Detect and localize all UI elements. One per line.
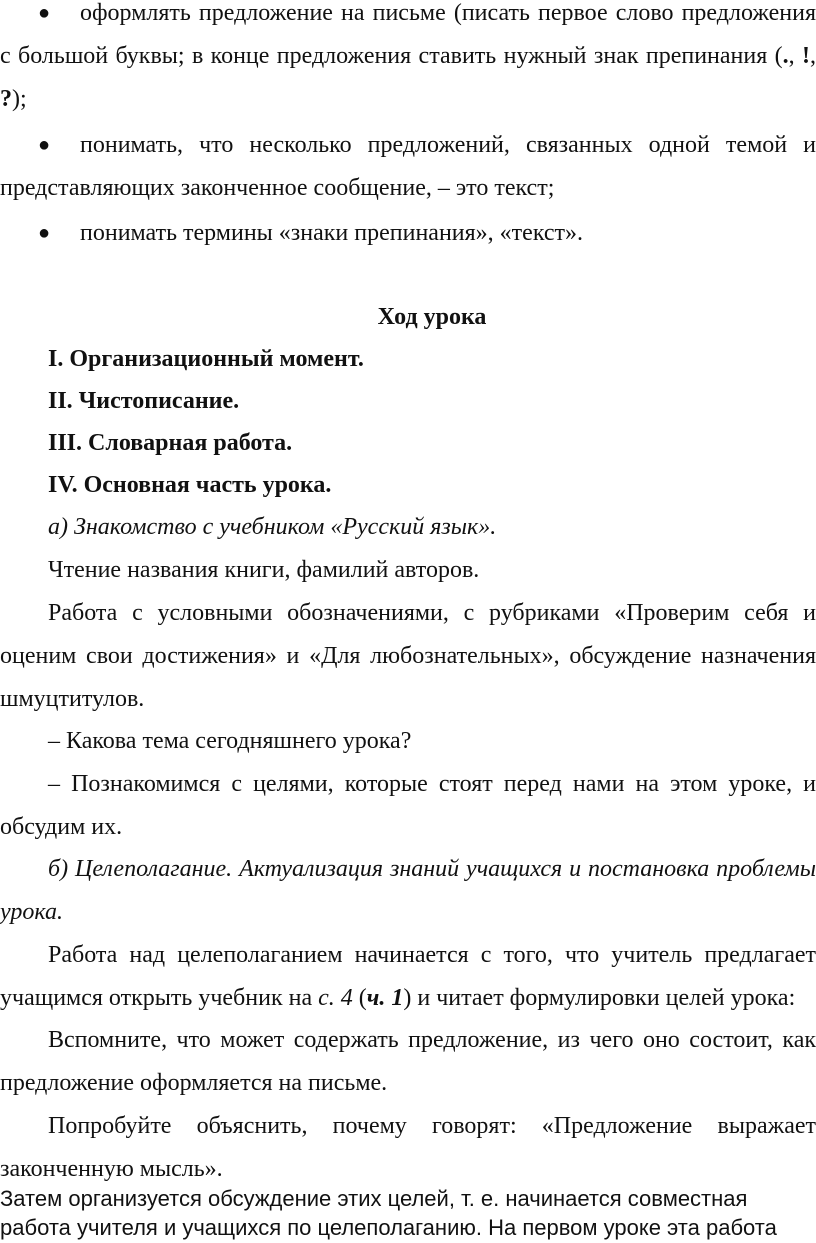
- objective-text: оформлять предложение на письме (писать первое слово предложения с большой буквы; в конце предложения ставить нужный знак препинания (: [0, 0, 816, 69]
- objective-item-1: [0, 0, 816, 121]
- section-heading-4: IV. Основная часть урока.: [48, 472, 332, 498]
- punct-separator: ,: [810, 43, 816, 69]
- part-reference: ч. 1: [366, 985, 404, 1011]
- lesson-title: Ход урока: [377, 304, 487, 330]
- bullet-icon: ●: [38, 2, 51, 24]
- section-heading-1: I. Организационный момент.: [48, 346, 364, 372]
- paragraph-text: (: [352, 985, 367, 1011]
- page-reference: с. 4: [318, 985, 353, 1011]
- subsection-b: б) Целеполагание. Актуализация знаний учащихся и постановка проблемы урока.: [0, 856, 816, 925]
- paragraph-try: Попробуйте объяснить, почему говорят: «Предложение выражает законченную мысль».: [0, 1113, 816, 1182]
- objective-item-3: понимать термины «знаки препинания», «текст».: [80, 220, 584, 246]
- paragraph-text: Работа над целеполаганием начинается с того, что учитель предлагает учащимся открыть учебник на: [0, 942, 816, 1011]
- bullet-icon: ●: [38, 134, 51, 156]
- paragraph-goal-work: [0, 934, 816, 1020]
- subsection-a: а) Знакомство с учебником «Русский язык».: [48, 514, 497, 540]
- punct-separator: ,: [788, 43, 802, 69]
- paragraph-goals: – Познакомимся с целями, которые стоят перед нами на этом уроке, и обсудим их.: [0, 771, 816, 840]
- punct-mark: .: [782, 43, 789, 69]
- objective-item-2: понимать, что несколько предложений, связанных одной темой и представляющих законченное сообщение, – это текст;: [0, 132, 816, 201]
- paragraph-then: Затем организуется обсуждение этих целей, т. е. начинается совместная работа учителя и учащихся по целеполаганию. На первом уроке эта работа: [0, 1186, 777, 1240]
- paragraph-remember: Вспомните, что может содержать предложение, из чего оно состоит, как предложение оформляется на письме.: [0, 1027, 816, 1096]
- punct-mark: !: [802, 43, 810, 69]
- section-heading-3: III. Словарная работа.: [48, 430, 293, 456]
- question-topic: – Какова тема сегодняшнего урока?: [48, 728, 412, 754]
- paragraph-text: ) и читает формулировки целей урока:: [403, 985, 796, 1011]
- paragraph-work: Работа с условными обозначениями, с рубриками «Проверим себя и оценим свои достижения» и «Для любознательных», обсуждение назначения шмуцтитулов.: [0, 600, 816, 712]
- paragraph-reading: Чтение названия книги, фамилий авторов.: [48, 557, 480, 583]
- objective-text-end: );: [12, 86, 27, 112]
- punct-mark: ?: [0, 86, 12, 112]
- section-heading-2: II. Чистописание.: [48, 388, 240, 414]
- bullet-icon: ●: [38, 222, 51, 244]
